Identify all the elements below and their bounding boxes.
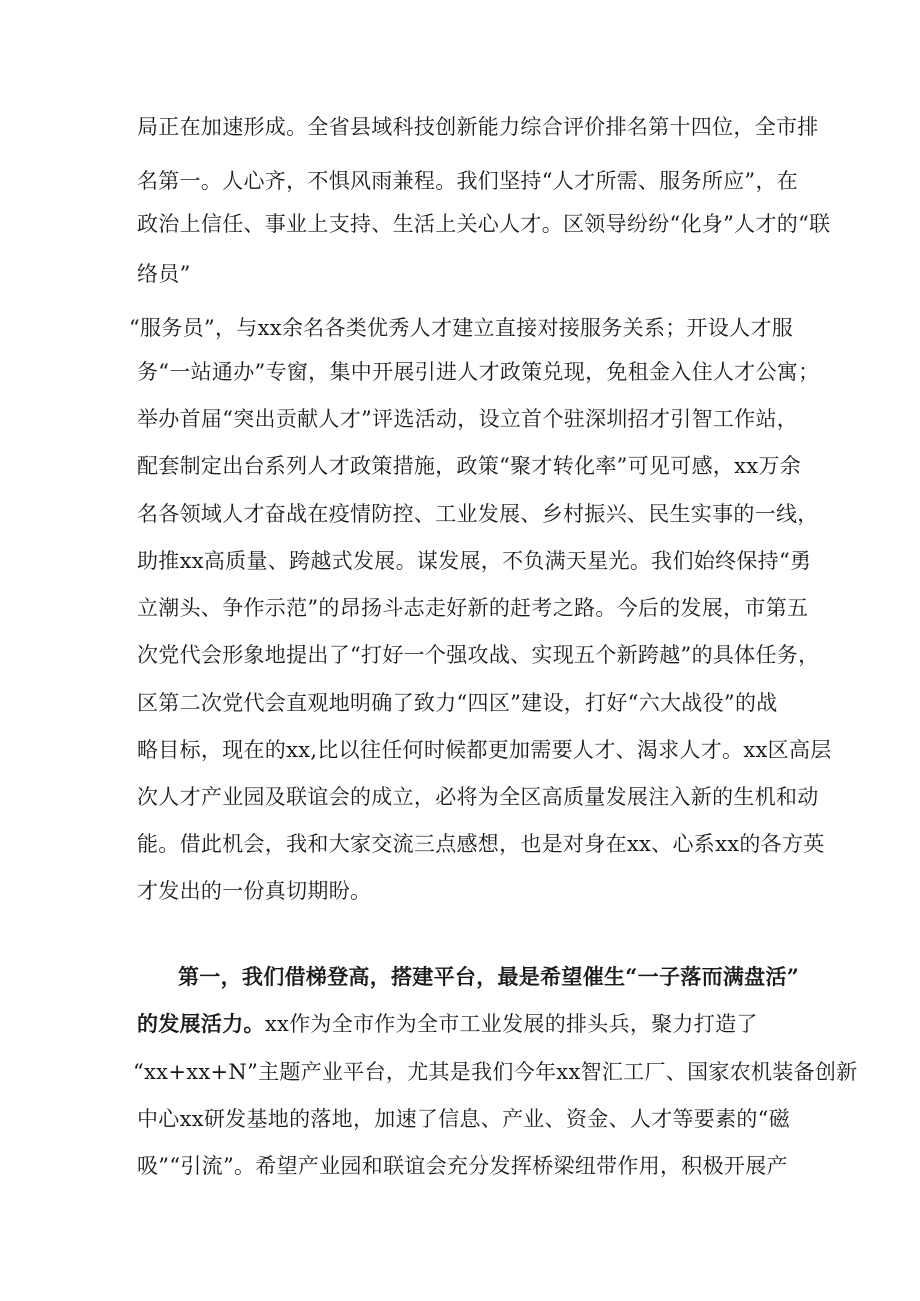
section-heading-tail: 的发展活力。 [137,1011,265,1036]
section-line-4: 中心xx研发基地的落地，加速了信息、产业、资金、人才等要素的“磁 [137,1107,791,1131]
paragraph-line-5: “服务员”，与xx余名各类优秀人才建立直接对接服务关系；开设人才服 [129,316,794,340]
paragraph-line-9: 名各领域人才奋战在疫情防控、工业发展、乡村振兴、民生实事的一线， [137,502,819,526]
section-line-3: “xx+xx+N”主题产业平台，尤其是我们今年xx智汇工厂、国家农机装备创新 [133,1060,858,1084]
paragraph-line-14: 略目标，现在的xx,比以往任何时候都更加需要人才、渴求人才。xx区高层 [137,738,832,762]
paragraph-line-8: 配套制定出台系列人才政策措施，政策“聚才转化率”可见可感，xx万余 [137,454,802,478]
section-line-2 [137,1010,758,1038]
section-line-5: 吸”“引流”。希望产业园和联谊会充分发挥桥梁纽带作用，积极开展产 [137,1154,788,1178]
paragraph-line-1: 局正在加速形成。全省县域科技创新能力综合评价排名第十四位，全市排 [137,115,819,139]
section-heading-line-1: 第一，我们借梯登高，搭建平台，最是希望催生“一子落而满盘活” [178,964,800,989]
paragraph-line-17: 才发出的一份真切期盼。 [137,879,372,903]
section-line-2-text: xx作为全市作为全市工业发展的排头兵，聚力打造了 [264,1012,758,1036]
paragraph-line-11: 立潮头、争作示范”的昂扬斗志走好新的赶考之路。今后的发展，市第五 [137,596,809,620]
paragraph-line-13: 区第二次党代会直观地明确了致力“四区”建设，打好“六大战役”的战 [137,691,778,715]
paragraph-line-2: 名第一。人心齐，不惧风雨兼程。我们坚持“人才所需、服务所应”，在 [137,169,799,193]
paragraph-line-4: 络员” [137,262,191,286]
paragraph-line-3: 政治上信任、事业上支持、生活上关心人才。区领导纷纷“化身”人才的“联 [137,212,831,236]
paragraph-line-15: 次人才产业园及联谊会的成立，必将为全区高质量发展注入新的生机和动 [137,785,819,809]
paragraph-line-7: 举办首届“突出贡献人才”评选活动，设立首个驻深圳招才引智工作站， [137,407,799,431]
paragraph-line-16: 能。借此机会，我和大家交流三点感想，也是对身在xx、心系xx的各方英 [137,832,825,856]
paragraph-line-6: 务“一站通办”专窗，集中开展引进人才政策兑现，免租金入住人才公寓； [137,360,820,384]
paragraph-line-10: 助推xx高质量、跨越式发展。谋发展，不负满天星光。我们始终保持“勇 [137,549,812,573]
paragraph-line-12: 次党代会形象地提出了“打好一个强攻战、实现五个新跨越”的具体任务， [137,643,820,667]
